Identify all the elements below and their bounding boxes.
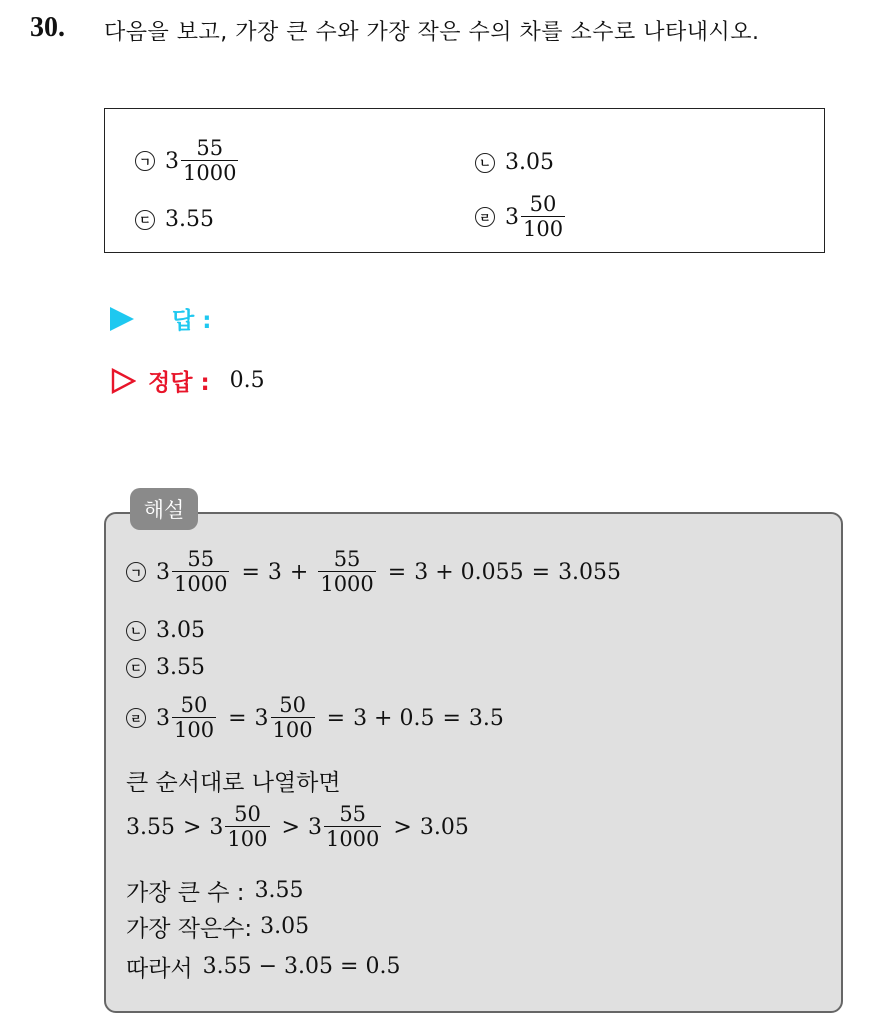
circle-marker-a: ㄱ [126, 562, 146, 582]
answer-row [110, 302, 211, 335]
smallest-value: 3.05 [260, 914, 310, 939]
order-fraction-2 [324, 803, 381, 851]
solution-d-numerator2: 50 [279, 693, 306, 717]
order-fraction-1 [225, 803, 269, 851]
solution-d-result: 3.5 [468, 705, 504, 731]
correct-answer-value: 0.5 [229, 368, 265, 393]
equals-sign: = [387, 559, 407, 585]
choice-a [135, 137, 242, 185]
solution-a-fraction2 [318, 548, 375, 596]
order-value-a: 3.55 [126, 814, 175, 840]
equals-sign: = [531, 559, 551, 585]
solution-a-fraction [172, 548, 229, 596]
order-value-b: 3.05 [419, 814, 469, 840]
greater-than-sign: > [182, 814, 202, 840]
largest-label: 가장 큰 수 : [126, 880, 245, 906]
choice-b-value: 3.05 [505, 150, 554, 175]
solution-a-result: 3.055 [558, 559, 622, 585]
solution-smallest-line [126, 910, 309, 943]
greater-than-sign: > [281, 814, 300, 840]
choice-d [475, 193, 569, 241]
solution-a-numerator2: 55 [333, 547, 361, 571]
equals-sign: = [241, 559, 260, 585]
solution-b-value: 3.05 [156, 618, 205, 643]
choices-box [104, 108, 825, 253]
solution-d-expr: 3 + 0.5 [353, 705, 435, 731]
answer-label: 답 : [172, 308, 212, 334]
choice-a-numerator: 55 [196, 136, 224, 160]
correct-answer-row [110, 364, 265, 397]
circle-marker-c: ㄷ [135, 210, 155, 230]
solution-a-denominator2: 1000 [320, 572, 374, 597]
choice-d-fraction [521, 193, 565, 241]
solution-line-c [126, 655, 205, 680]
choice-a-fraction [181, 137, 238, 185]
question-number: 30. [30, 12, 65, 43]
solution-c-value: 3.55 [156, 655, 205, 680]
circle-marker-a: ㄱ [135, 151, 155, 171]
greater-than-sign: > [393, 814, 412, 840]
circle-marker-b: ㄴ [126, 621, 146, 641]
solution-line-a [126, 548, 621, 596]
solution-d-denominator: 100 [174, 718, 215, 743]
solution-line-d [126, 694, 504, 742]
solution-tab: 해설 [130, 488, 198, 530]
final-expression: 3.55 − 3.05 = 0.5 [202, 954, 401, 979]
solution-a-denominator: 1000 [174, 572, 228, 597]
solution-a-whole2: 3 [267, 559, 282, 585]
solution-line-b [126, 618, 205, 643]
solution-a-whole: 3 [156, 559, 170, 585]
order-whole-1: 3 [209, 814, 224, 840]
solution-final-line [126, 950, 400, 983]
solution-box [104, 512, 843, 1013]
solution-largest-line [126, 874, 304, 907]
solution-d-whole2: 3 [254, 705, 269, 731]
correct-answer-label: 정답 : [148, 370, 210, 396]
solution-d-fraction [172, 694, 216, 742]
solution-order-text: 큰 순서대로 나열하면 [126, 770, 341, 796]
solution-a-numerator: 55 [187, 547, 215, 571]
solution-a-expr: 3 + 0.055 [414, 559, 524, 585]
largest-value: 3.55 [254, 878, 304, 903]
equals-sign: = [326, 705, 346, 731]
choice-a-denominator: 1000 [183, 161, 237, 186]
smallest-label: 가장 작은수: [126, 916, 253, 942]
question-text: 다음을 보고, 가장 큰 수와 가장 작은 수의 차를 소수로 나타내시오. [104, 20, 760, 45]
choice-d-numerator: 50 [529, 192, 557, 216]
equals-sign: = [228, 705, 247, 731]
plus-sign: + [289, 559, 309, 585]
solution-d-whole: 3 [156, 705, 170, 731]
order-whole-2: 3 [307, 814, 322, 840]
choice-a-whole: 3 [165, 148, 179, 174]
circle-marker-d: ㄹ [126, 708, 146, 728]
choice-b [475, 150, 554, 175]
choice-c [135, 207, 214, 232]
order-numerator-1: 50 [234, 802, 261, 826]
triangle-outline-icon [110, 368, 136, 394]
choice-c-value: 3.55 [165, 207, 214, 232]
choice-d-denominator: 100 [523, 217, 564, 242]
order-numerator-2: 55 [339, 802, 367, 826]
circle-marker-d: ㄹ [475, 207, 495, 227]
solution-d-denominator2: 100 [272, 718, 313, 743]
circle-marker-b: ㄴ [475, 153, 495, 173]
solution-order-line [126, 803, 469, 851]
order-denominator-2: 1000 [325, 827, 380, 852]
equals-sign: = [442, 705, 461, 731]
solution-d-fraction2 [271, 694, 315, 742]
order-denominator-1: 100 [227, 827, 268, 852]
choice-d-whole: 3 [505, 204, 519, 230]
circle-marker-c: ㄷ [126, 658, 146, 678]
therefore-label: 따라서 [126, 956, 193, 982]
triangle-solid-icon [110, 307, 134, 331]
solution-d-numerator: 50 [180, 693, 208, 717]
